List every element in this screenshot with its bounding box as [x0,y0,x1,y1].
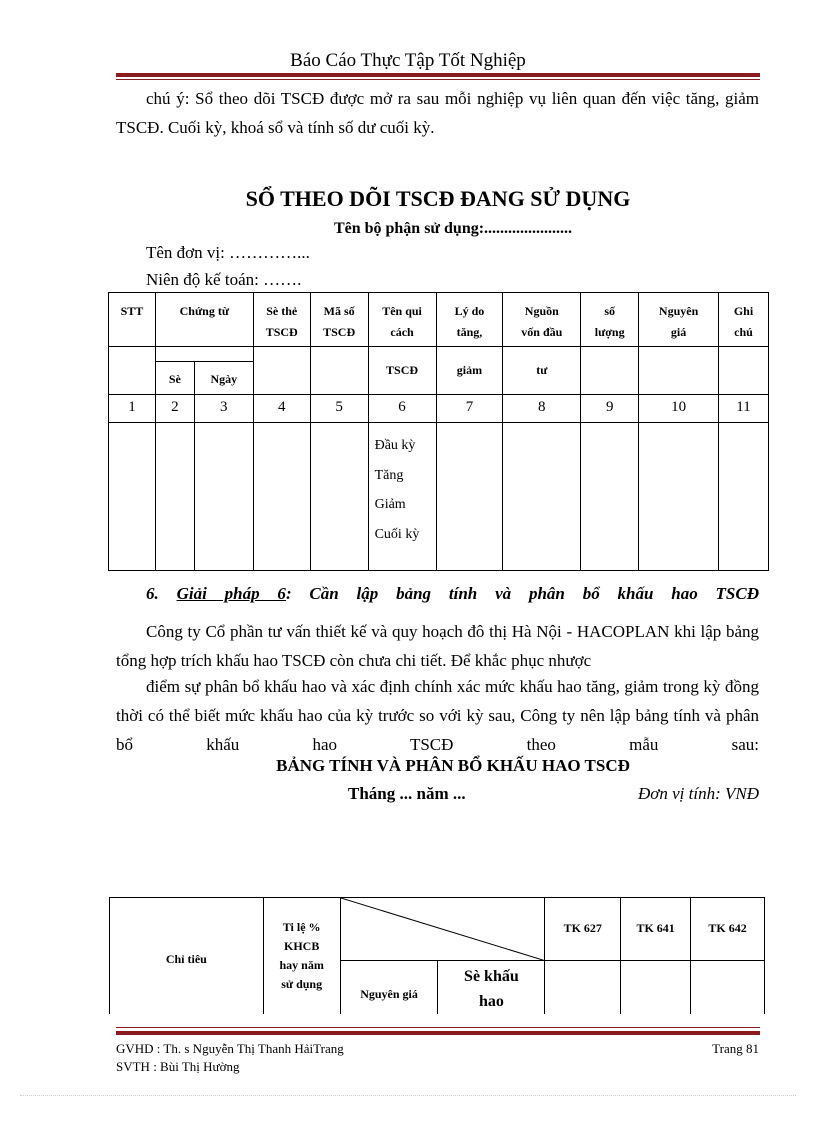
ledger-department: Tên bộ phận sử dụng:...................... [333,220,573,237]
header-tscd: TSCĐ [368,347,436,395]
header-tk642: TK 642 [691,898,765,961]
header-tu: tư [503,347,581,395]
header-tk641: TK 641 [621,898,691,961]
period-tang: Tăng [374,467,404,483]
period-list [368,423,436,571]
allocation-table-wrapper [109,897,765,1014]
header-nguon-von: Nguồn vốn đầu [503,293,581,347]
header-so-luong: số lượng [581,293,639,347]
header-rule-thin [116,79,760,80]
header-chi-tieu: Chỉ tiêu [110,898,264,1015]
allocation-table [109,897,765,1014]
footer-rule-thin [116,1027,760,1028]
header-ghi-chu: Ghi chú [719,293,769,347]
period-dau-ky: Đầu kỳ [374,438,416,453]
period-giam: Giảm [374,497,406,512]
footer-rule-thick [116,1031,760,1035]
header-ti-le: Ti lệ % KHCB hay năm sử dụng [263,898,340,1015]
ledger-title: SỔ THEO DÕI TSCĐ ĐANG SỬ DỤNG [245,186,631,211]
footer-gvhd: GVHD : Th. s Nguyễn Thị Thanh HảiTrang [116,1041,344,1056]
diagonal-line [341,898,546,961]
header-ngay: Ngày [194,362,253,395]
header-chung-tu: Chứng từ [155,293,253,347]
ledger-fiscal-year: Niên độ kế toán: ……. [146,270,302,289]
header-giam: giảm [436,347,503,395]
section6-heading: 6. Giải pháp 6: Cần lập bảng tính và phân bổ khấu hao TSCĐ [146,584,760,603]
ledger-body-row [109,423,769,571]
ledger-unit: Tên đơn vị: …………... [146,243,310,262]
section6-paragraph-1: Công ty Cổ phần tư vấn thiết kế và quy hoạch đô thị Hà Nội - HACOPLAN khi lập bảng tổng hợp trích khấu hao TSCĐ còn chưa chi tiết. Để khắc phục nhược [116,622,759,670]
footer-svth: SVTH : Bùi Thị Hường [116,1059,240,1074]
header-nguyen-gia-alloc: Nguyên giá [340,961,438,1015]
allocation-title: BẢNG TÍNH VÀ PHÂN BỔ KHẤU HAO TSCĐ [276,756,630,775]
period-cuoi-ky: Cuối kỳ [374,526,420,542]
column-number-row: 1 2 3 4 5 6 7 8 9 10 11 [109,395,769,423]
note-paragraph: chú ý: Sổ theo dõi TSCĐ được mở ra sau mỗi nghiệp vụ liên quan đến việc tăng, giảm TSCĐ. Cuối kỳ, khoá sổ và tính số dư cuối kỳ. [116,89,759,137]
allocation-unit: Đơn vị tính: VNĐ [638,784,759,803]
header-ten-qui-cach: Tên qui cách [368,293,436,347]
page-header-title: Báo Cáo Thực Tập Tốt Nghiệp [290,50,526,71]
header-ly-do: Lý do tăng, [436,293,503,347]
header-ma-so: Mã số TSCĐ [310,293,368,347]
page-bottom-divider [20,1095,796,1096]
ledger-table [108,292,769,571]
section6-paragraph-2: điểm sự phân bổ khấu hao và xác định chính xác mức khấu hao tăng, giảm trong kỳ đồng thời có thể biết mức khấu hao của kỳ trước so với kỳ sau, Công ty nên lập bảng tính và phân bổ khấu hao TSCĐ theo mẫu sau: [116,677,759,754]
section6-label: Giải pháp 6 [176,584,286,603]
allocation-period: Tháng ... năm ... [348,784,466,803]
header-rule-thick [116,73,760,77]
header-stt: STT [109,293,156,347]
header-so-khau-hao: Sè khấu hao [438,961,545,1015]
header-so-the: Sè thẻ TSCĐ [253,293,310,347]
footer-page-number: Trang 81 [712,1041,759,1056]
header-tk627: TK 627 [545,898,621,961]
header-diagonal-cell [340,898,545,961]
header-so: Sè [155,362,194,395]
header-nguyen-gia: Nguyên giá [639,293,719,347]
